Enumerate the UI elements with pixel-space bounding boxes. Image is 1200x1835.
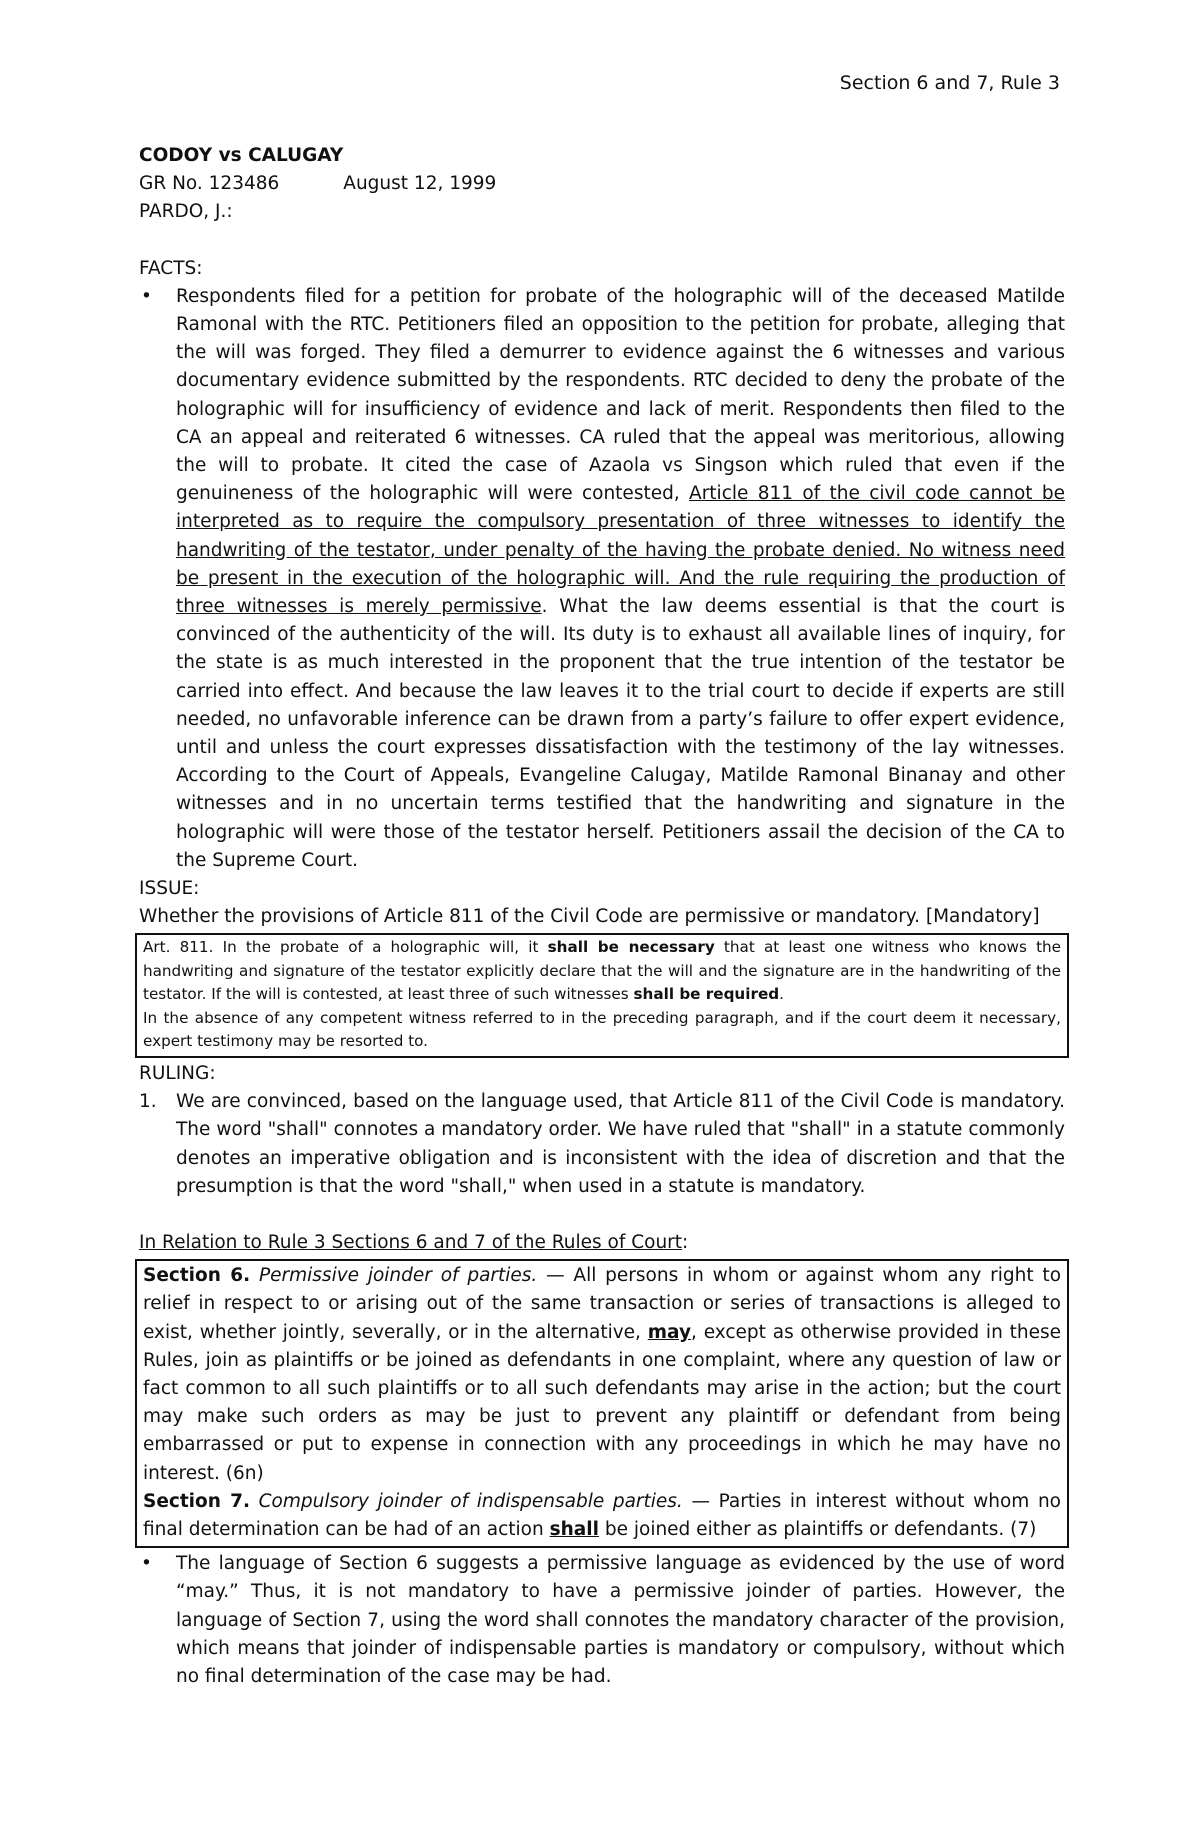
ruling-item [139,1088,1065,1201]
document-body [139,142,1065,1691]
case-citation [139,170,1065,198]
article-811-paragraph-1 [143,936,1061,1007]
bullet-icon: • [141,1553,152,1575]
gr-number: GR No. 123486 [139,173,280,195]
section-text: — Parties in interest without whom no final determination can be had of an action [143,1490,1061,1541]
ponente: PARDO, J.: [139,201,233,223]
conclusion-item [139,1550,1065,1691]
relation-colon: : [682,1232,689,1253]
section-text: — All persons in whom or against whom any right to relief in respect to or arising out of the same transaction or series of transactions is alleged to exist, whether jointly, severally, or in the alternative, [143,1265,1062,1343]
relation-heading [139,1229,1065,1257]
section-6 [143,1262,1061,1488]
facts-text-2: . What the law deems essential is that the court is convinced of the authenticity of the will. Its duty is to exhaust all available lines of inquiry, for the state is as much interested in the proponent that the true intention of the testator be carried into effect. And because the law leaves it to the trial court to decide if experts are still needed, no unfavorable inference can be drawn from a party’s failure to offer expert evidence, until and unless the court expresses dissatisfaction with the testimony of the lay witnesses. According to the Court of Appeals, Evangeline Calugay, Matilde Ramonal Binanay and other witnesses and in no uncertain terms testified that the handwriting and signature in the holographic will were those of the testator herself. Petitioners assail the decision of the CA to the Supreme Court. [176,596,1065,871]
conclusion-list [139,1550,1065,1691]
section-7 [143,1488,1061,1544]
bullet-icon: • [141,285,152,307]
section-7-keyword: shall [549,1519,599,1541]
article-811-box [135,933,1069,1058]
section-text: be joined either as plaintiffs or defendants. (7) [598,1519,1037,1541]
ruling-list [139,1088,1065,1201]
facts-item [139,283,1065,875]
section-6-heading: Permissive joinder of parties. [258,1265,538,1287]
article-text: Art. 811. In the probate of a holographic will, it [143,938,548,957]
ruling-number: 1. [139,1091,157,1113]
article-emphasis: shall be necessary [547,938,715,957]
section-6-title: Section 6. [143,1265,251,1287]
section-7-heading: Compulsory joinder of indispensable parties. [258,1490,683,1512]
ruling-heading: RULING: [139,1062,216,1084]
facts-underlined-text: Article 811 of the civil code cannot be interpreted as to require the compulsory presentation of three witnesses to identify the handwriting of the testator, under penalty of the having the probate denied. No witness need be present in the execution of the holographic will. And the rule requiring the production of three witnesses is merely permissive [176,483,1065,618]
facts-list [139,283,1065,875]
issue-heading: ISSUE: [139,878,200,900]
section-7-title: Section 7. [143,1490,250,1512]
case-title: CODOY vs CALUGAY [139,145,344,166]
rule-3-sections-box [135,1259,1069,1548]
conclusion-text: The language of Section 6 suggests a permissive language as evidenced by the use of word “may.” Thus, it is not mandatory to have a permissive joinder of parties. However, the language of Section 7, using the word shall connotes the mandatory character of the provision, which means that joinder of indispensable parties is mandatory or compulsory, without which no final determination of the case may be had. [176,1553,1065,1688]
issue-text: Whether the provisions of Article 811 of the Civil Code are permissive or mandatory. [Mandatory] [139,906,1040,928]
decision-date: August 12, 1999 [343,173,497,195]
page-header: Section 6 and 7, Rule 3 [839,72,1060,94]
section-6-keyword: may [647,1321,692,1343]
relation-heading-text: In Relation to Rule 3 Sections 6 and 7 of the Rules of Court [139,1232,683,1253]
article-emphasis: shall be required [633,985,780,1004]
facts-heading: FACTS: [139,257,203,279]
section-text: , except as otherwise provided in these Rules, join as plaintiffs or be joined as defendants in one complaint, where any question of law or fact common to all such plaintiffs or to all such defendants may arise in the action; but the court may make such orders as may be just to prevent any plaintiff or defendant from being embarrassed or put to expense in connection with any proceedings in which he may have no interest. (6n) [143,1321,1061,1484]
facts-text-1: Respondents filed for a petition for probate of the holographic will of the deceased Matilde Ramonal with the RTC. Petitioners filed an opposition to the petition for probate, alleging that the will was forged. They filed a demurrer to evidence against the 6 witnesses and various documentary evidence submitted by the respondents. RTC decided to deny the probate of the holographic will for insufficiency of evidence and lack of merit. Respondents then filed to the CA an appeal and reiterated 6 witnesses. CA ruled that the appeal was meritorious, allowing the will to probate. It cited the case of Azaola vs Singson which ruled that even if the genuineness of the holographic will were contested, [176,285,1065,505]
ruling-text: We are convinced, based on the language used, that Article 811 of the Civil Code is mandatory. The word "shall" connotes a mandatory order. We have ruled that "shall" in a statute commonly denotes an imperative obligation and is inconsistent with the idea of discretion and that the presumption is that the word "shall," when used in a statute is mandatory. [176,1091,1065,1197]
article-text: that at least one witness who knows the handwriting and signature of the testator explicitly declare that the will and the signature are in the handwriting of the testator. If the will is contested, at least three of such witnesses [143,938,1061,1004]
article-811-paragraph-2: In the absence of any competent witness referred to in the preceding paragraph, and if the court deem it necessary, expert testimony may be resorted to. [143,1008,1061,1051]
article-text: . [779,985,784,1004]
